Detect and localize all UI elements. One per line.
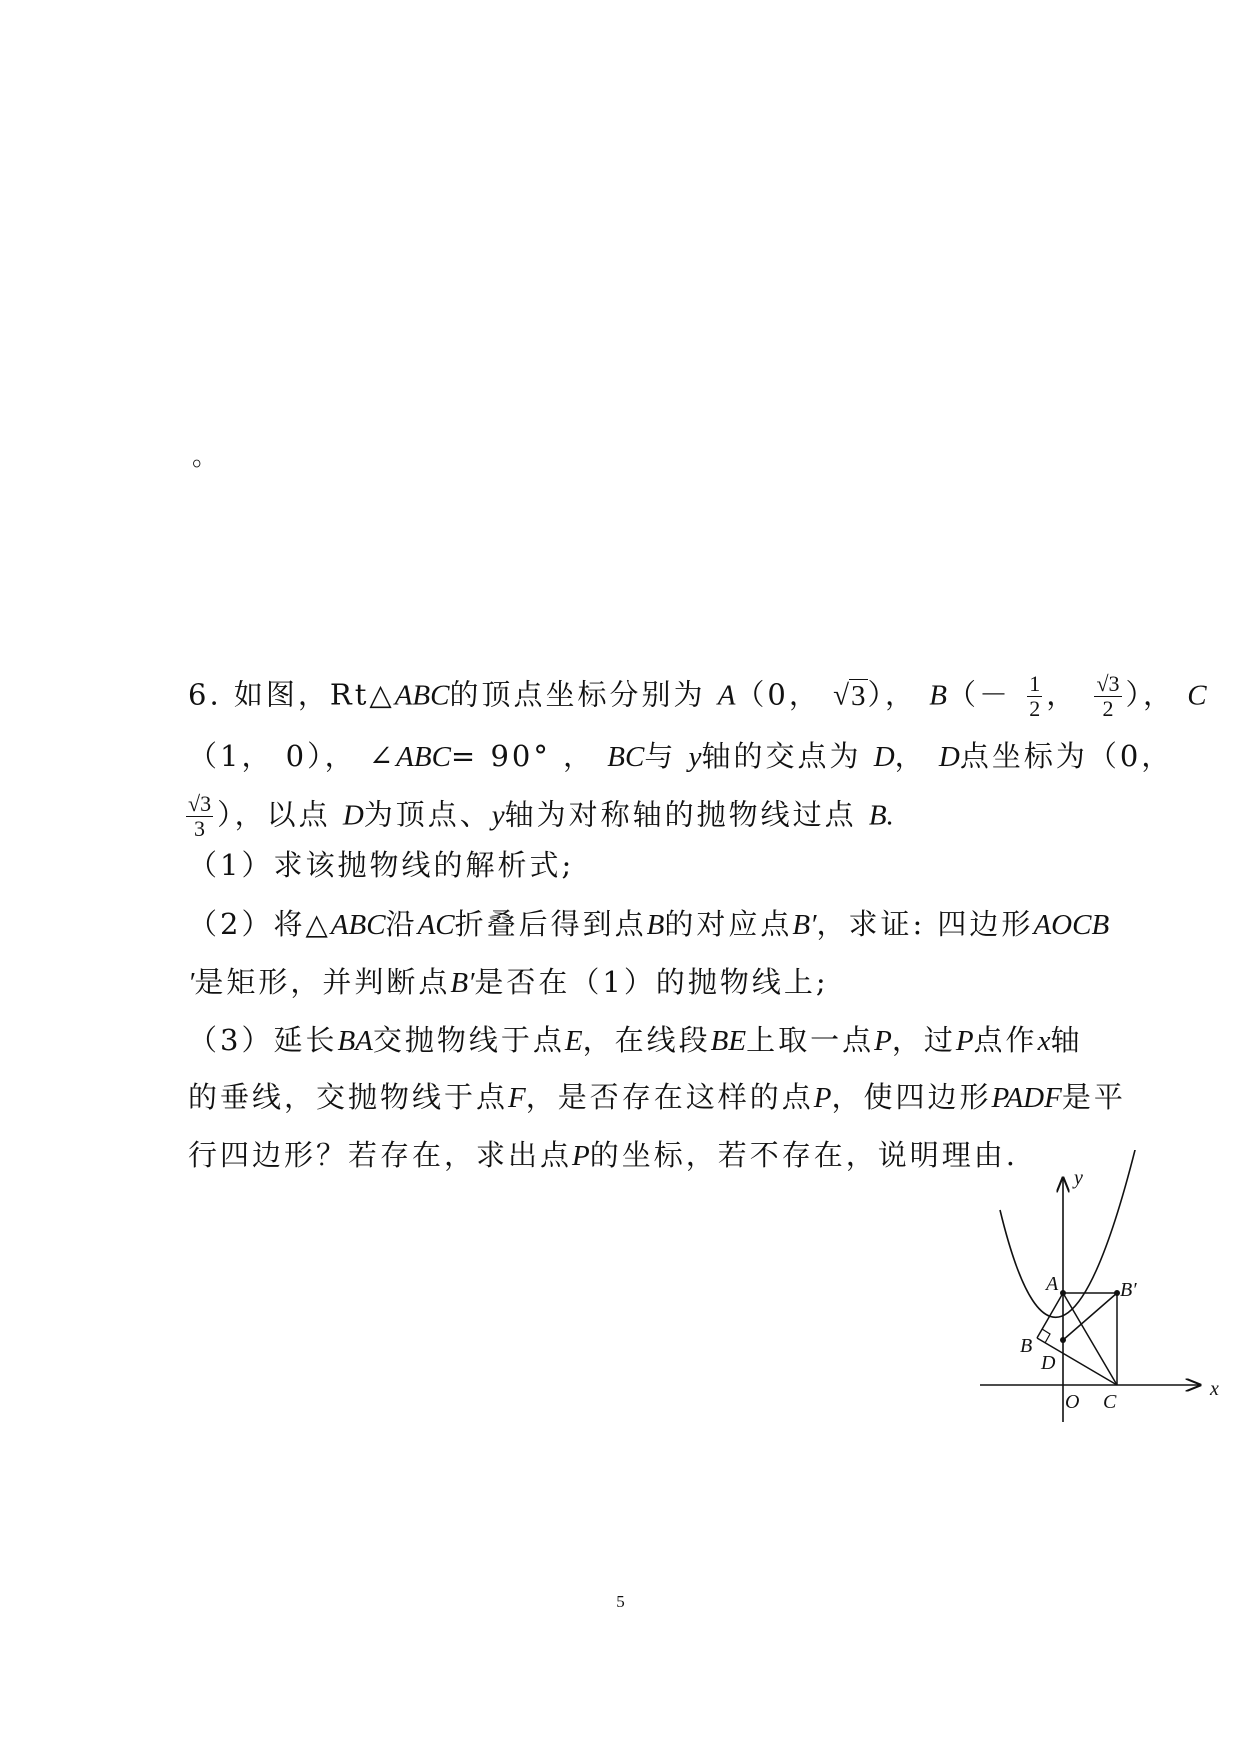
label-a: A [1046,1273,1059,1295]
fraction-sqrt3-over-2: $\frac{√3}{2}$ [1096,671,1120,721]
label-y: y [1074,1167,1083,1189]
question-3-line-1: （3）延长BA交抛物线于点E，在线段BE上取一点P，过P点作x轴 [188,1023,1083,1057]
question-2-line-1: （2）将△ABC沿AC折叠后得到点B的对应点B′，求证: 四边形AOCB [188,907,1110,941]
geometry-figure [980,1150,1220,1450]
label-d: D [1041,1352,1056,1374]
question-1: （1）求该抛物线的解析式; [188,848,575,882]
label-bprime: B′ [1120,1279,1137,1301]
page-number: 5 [616,1592,625,1611]
segment-a-b [1037,1293,1063,1338]
question-3-line-2: 的垂线，交抛物线于点F，是否存在这样的点P，使四边形PADF是平 [188,1080,1126,1114]
problem-line-2: （1， 0）， ∠ABC= 90° ， BC与 y轴的交点为 D， D点坐标为（0， [188,739,1174,773]
point-d [1060,1337,1066,1343]
label-x: x [1210,1378,1219,1400]
problem-number: 6. [188,677,222,712]
problem-line-3: $\frac{√3}{3}$ ），以点 D为顶点、y轴为对称轴的抛物线过点 B. [188,791,894,841]
sqrt-3: √3 [833,679,866,712]
label-c: C [1103,1391,1117,1413]
segment-bprime-d [1063,1293,1117,1340]
label-o: O [1065,1391,1080,1413]
question-2-line-2: ′是矩形，并判断点B′是否在（1）的抛物线上; [188,965,829,999]
stray-mark: 。 [192,442,219,472]
question-3-line-3: 行四边形？若存在，求出点P的坐标，若不存在，说明理由. [188,1138,1018,1172]
label-b: B [1020,1335,1033,1357]
point-a [1060,1290,1066,1296]
segment-a-c [1063,1293,1117,1385]
fraction-sqrt3-over-3: $\frac{√3}{3}$ [188,791,212,841]
fraction-one-half: $\frac{1}{2}$ [1029,671,1041,721]
problem-line-1: 6. 如图，Rt△ABC的顶点坐标分别为 A（0， √3）， B（－ $\frac{1}{2}$ ， $\frac{√3}{2}$ ）， C [188,671,1207,721]
